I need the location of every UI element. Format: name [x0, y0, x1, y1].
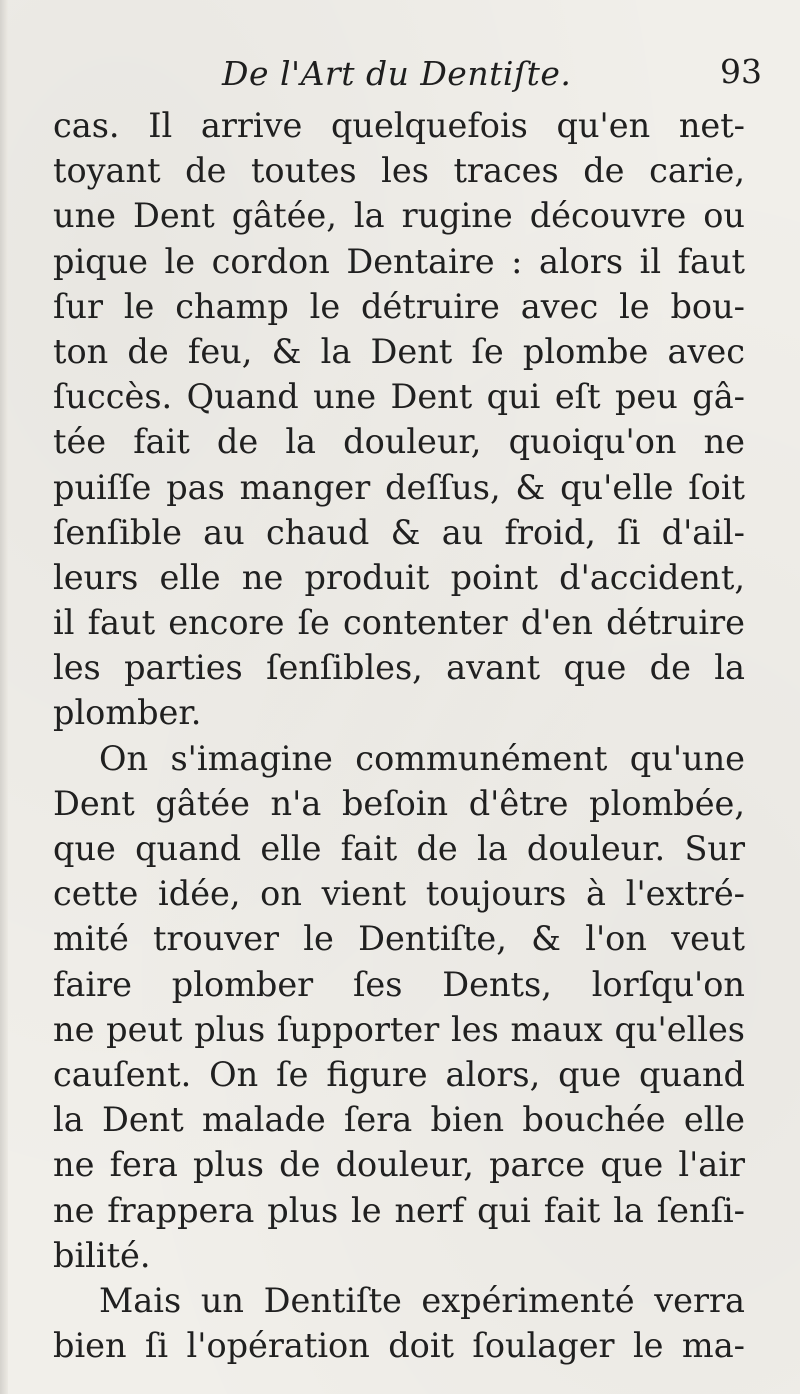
text-line: cauſent. On ſe figure alors, que quand: [53, 1054, 745, 1094]
text-line: plomber.: [53, 693, 202, 733]
text-line: cette idée, on vient toujours à l'extré-: [53, 874, 745, 914]
text-line: il faut encore ſe contenter d'en détruire: [53, 603, 745, 643]
text-line: ne peut plus ſupporter les maux qu'elles: [53, 1009, 745, 1049]
text-line: la Dent malade ſera bien bouchée elle: [53, 1100, 745, 1140]
text-line: bien ſi l'opération doit ſoulager le ma-: [53, 1326, 745, 1366]
body-text: [53, 103, 745, 1368]
text-line: toyant de toutes les traces de carie,: [53, 151, 745, 191]
text-line: pique le cordon Dentaire : alors il faut: [53, 241, 745, 281]
text-line: ne frappera plus le nerf qui fait la ſenſi-: [53, 1190, 745, 1230]
text-line: ton de feu, & la Dent ſe plombe avec: [53, 331, 745, 371]
text-line: Mais un Dentiſte expérimenté verra: [99, 1280, 745, 1320]
text-line: une Dent gâtée, la rugine découvre ou: [53, 196, 745, 236]
text-line: tée fait de la douleur, quoiqu'on ne: [53, 422, 745, 462]
text-line: que quand elle fait de la douleur. Sur: [53, 829, 745, 868]
text-line: les parties ſenſibles, avant que de la: [53, 648, 745, 688]
text-line: leurs elle ne produit point d'accident,: [53, 557, 745, 597]
text-line: Dent gâtée n'a beſoin d'être plombée,: [53, 783, 745, 823]
text-line: ſur le champ le détruire avec le bou-: [53, 286, 745, 326]
text-line: ſuccès. Quand une Dent qui eſt peu gâ-: [53, 377, 745, 417]
text-line: puiſſe pas manger deſſus, & qu'elle ſoit: [53, 467, 745, 507]
text-line: faire plomber ſes Dents, lorſqu'on: [53, 964, 745, 1004]
text-line: ne fera plus de douleur, parce que l'air: [53, 1145, 745, 1185]
running-title: De l'Art du Dentiſte.: [222, 54, 572, 93]
text-line: cas. Il arrive quelquefois qu'en net-: [53, 106, 745, 145]
text-line: mité trouver le Dentiſte, & l'on veut: [53, 919, 745, 959]
page-edge-shadow: [0, 0, 8, 1394]
running-head: [52, 48, 762, 98]
text-line: bilité.: [53, 1235, 151, 1275]
text-line: ſenſible au chaud & au froid, ſi d'ail-: [53, 512, 745, 552]
text-line: On s'imagine communément qu'une: [99, 738, 745, 778]
page-number: 93: [720, 52, 762, 91]
